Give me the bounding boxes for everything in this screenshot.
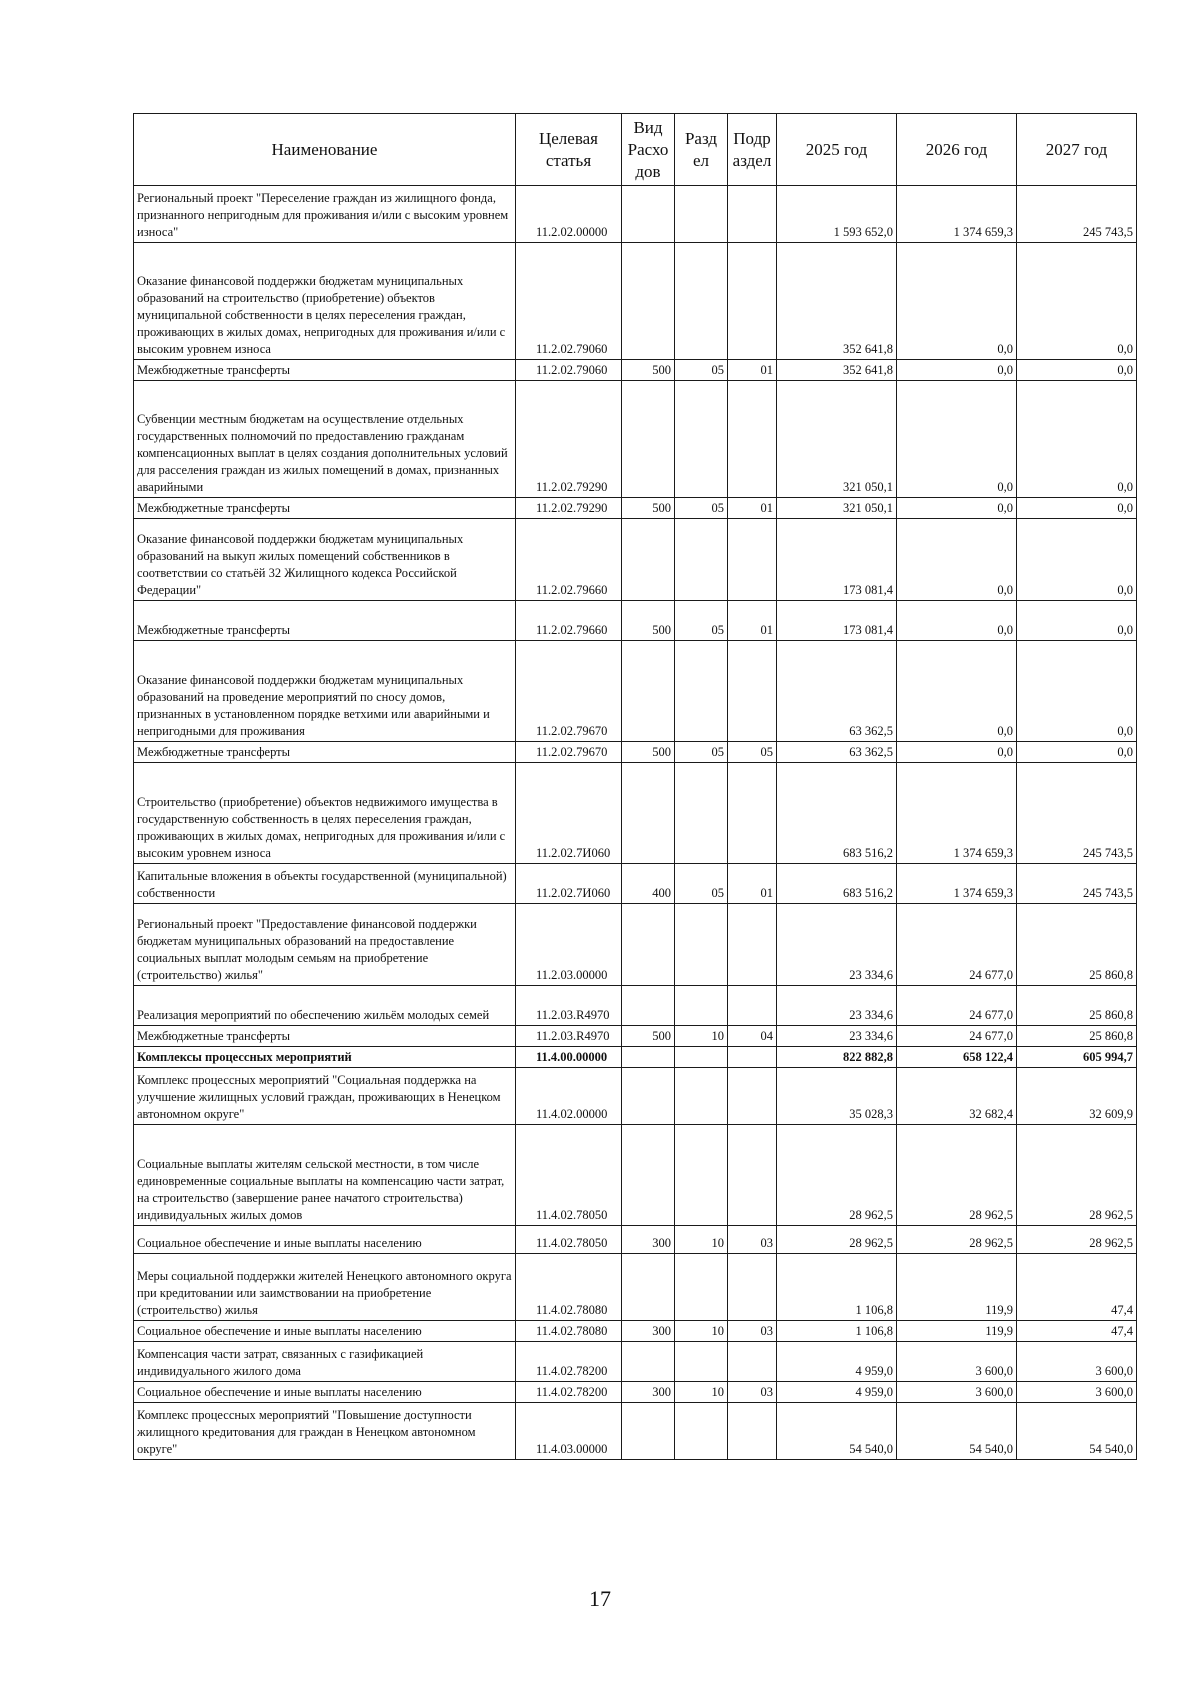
row-target-article: 11.4.02.78050	[516, 1125, 622, 1226]
row-expense-type	[622, 381, 675, 498]
header-year-2026: 2026 год	[897, 114, 1017, 186]
row-amount-2027: 0,0	[1017, 360, 1137, 381]
row-section: 10	[675, 1026, 728, 1047]
row-amount-2025: 352 641,8	[777, 243, 897, 360]
row-amount-2026: 54 540,0	[897, 1403, 1017, 1460]
row-amount-2025: 63 362,5	[777, 742, 897, 763]
row-amount-2027: 0,0	[1017, 498, 1137, 519]
row-amount-2026: 119,9	[897, 1254, 1017, 1321]
row-expense-type	[622, 1342, 675, 1382]
row-expense-type	[622, 1047, 675, 1068]
row-amount-2025: 54 540,0	[777, 1403, 897, 1460]
row-subsection	[728, 243, 777, 360]
row-amount-2026: 0,0	[897, 601, 1017, 641]
row-amount-2025: 1 106,8	[777, 1254, 897, 1321]
row-amount-2025: 321 050,1	[777, 498, 897, 519]
row-section	[675, 186, 728, 243]
row-subsection: 01	[728, 864, 777, 904]
table-row	[134, 1403, 1137, 1460]
row-amount-2025: 23 334,6	[777, 1026, 897, 1047]
row-target-article: 11.4.02.78050	[516, 1226, 622, 1254]
row-amount-2027: 25 860,8	[1017, 904, 1137, 986]
row-target-article: 11.2.02.79670	[516, 742, 622, 763]
row-amount-2026: 28 962,5	[897, 1226, 1017, 1254]
table-row	[134, 986, 1137, 1026]
row-expense-type	[622, 186, 675, 243]
row-subsection: 01	[728, 360, 777, 381]
row-name: Оказание финансовой поддержки бюджетам муниципальных образований на проведение мероприятий по сносу домов, признанных в установленном порядке ветхими или аварийными и непригодными для проживания	[134, 641, 516, 742]
row-subsection: 03	[728, 1226, 777, 1254]
row-name: Социальное обеспечение и иные выплаты населению	[134, 1226, 516, 1254]
row-amount-2026: 1 374 659,3	[897, 186, 1017, 243]
row-name: Меры социальной поддержки жителей Ненецкого автономного округа при кредитовании или заимствовании на приобретение (строительство) жилья	[134, 1254, 516, 1321]
row-subsection	[728, 1047, 777, 1068]
row-amount-2025: 35 028,3	[777, 1068, 897, 1125]
row-amount-2027: 0,0	[1017, 601, 1137, 641]
budget-table	[133, 113, 1137, 1460]
row-amount-2027: 3 600,0	[1017, 1382, 1137, 1403]
row-subsection	[728, 1342, 777, 1382]
header-year-2025: 2025 год	[777, 114, 897, 186]
row-amount-2026: 0,0	[897, 641, 1017, 742]
row-amount-2025: 822 882,8	[777, 1047, 897, 1068]
table-row	[134, 1068, 1137, 1125]
row-amount-2026: 1 374 659,3	[897, 763, 1017, 864]
row-amount-2025: 1 106,8	[777, 1321, 897, 1342]
row-amount-2027: 0,0	[1017, 742, 1137, 763]
row-section	[675, 763, 728, 864]
row-section	[675, 243, 728, 360]
row-subsection	[728, 1068, 777, 1125]
table-row	[134, 641, 1137, 742]
row-amount-2025: 28 962,5	[777, 1226, 897, 1254]
row-expense-type: 500	[622, 498, 675, 519]
row-section	[675, 1125, 728, 1226]
header-year-2027: 2027 год	[1017, 114, 1137, 186]
row-target-article: 11.2.02.79670	[516, 641, 622, 742]
row-name: Оказание финансовой поддержки бюджетам муниципальных образований на строительство (приобретение) объектов муниципальной собственности в целях переселения граждан, проживающих в жилых домах, непригодных для проживания и/или с высоким уровнем износа	[134, 243, 516, 360]
row-amount-2027: 54 540,0	[1017, 1403, 1137, 1460]
table-row	[134, 1226, 1137, 1254]
row-subsection	[728, 381, 777, 498]
row-subsection	[728, 641, 777, 742]
row-amount-2025: 28 962,5	[777, 1125, 897, 1226]
row-target-article: 11.2.02.7И060	[516, 763, 622, 864]
row-target-article: 11.2.02.79060	[516, 360, 622, 381]
row-name: Региональный проект "Переселение граждан из жилищного фонда, признанного непригодным для проживания и/или с высоким уровнем износа"	[134, 186, 516, 243]
row-expense-type	[622, 1254, 675, 1321]
row-section	[675, 1403, 728, 1460]
row-expense-type	[622, 986, 675, 1026]
row-target-article: 11.4.02.78200	[516, 1382, 622, 1403]
row-target-article: 11.2.02.79290	[516, 381, 622, 498]
row-amount-2025: 1 593 652,0	[777, 186, 897, 243]
row-amount-2026: 24 677,0	[897, 904, 1017, 986]
row-name: Комплексы процессных мероприятий	[134, 1047, 516, 1068]
row-name: Комплекс процессных мероприятий "Социальная поддержка на улучшение жилищных условий граждан, проживающих в Ненецком автономном округе"	[134, 1068, 516, 1125]
row-amount-2026: 0,0	[897, 742, 1017, 763]
row-amount-2025: 4 959,0	[777, 1342, 897, 1382]
row-expense-type	[622, 519, 675, 601]
row-section	[675, 1342, 728, 1382]
row-amount-2026: 658 122,4	[897, 1047, 1017, 1068]
row-amount-2027: 0,0	[1017, 381, 1137, 498]
row-amount-2027: 245 743,5	[1017, 864, 1137, 904]
row-amount-2025: 352 641,8	[777, 360, 897, 381]
row-expense-type: 500	[622, 360, 675, 381]
row-target-article: 11.4.02.00000	[516, 1068, 622, 1125]
row-subsection	[728, 1403, 777, 1460]
row-amount-2026: 1 374 659,3	[897, 864, 1017, 904]
row-name: Социальные выплаты жителям сельской местности, в том числе единовременные социальные выплаты на компенсацию части затрат, на строительство (завершение ранее начатого строительства) индивидуальных жилых домов	[134, 1125, 516, 1226]
row-amount-2027: 0,0	[1017, 243, 1137, 360]
row-target-article: 11.2.02.79290	[516, 498, 622, 519]
row-name: Социальное обеспечение и иные выплаты населению	[134, 1321, 516, 1342]
row-target-article: 11.4.00.00000	[516, 1047, 622, 1068]
row-amount-2027: 32 609,9	[1017, 1068, 1137, 1125]
row-target-article: 11.4.03.00000	[516, 1403, 622, 1460]
table-row	[134, 1382, 1137, 1403]
row-amount-2026: 0,0	[897, 360, 1017, 381]
row-section	[675, 1254, 728, 1321]
table-row	[134, 1321, 1137, 1342]
row-amount-2025: 173 081,4	[777, 519, 897, 601]
row-name: Строительство (приобретение) объектов недвижимого имущества в государственную собственность в целях переселения граждан, проживающих в жилых домах, непригодных для проживания и/или с высоким уровнем износа	[134, 763, 516, 864]
row-expense-type: 500	[622, 1026, 675, 1047]
row-amount-2025: 4 959,0	[777, 1382, 897, 1403]
row-amount-2025: 173 081,4	[777, 601, 897, 641]
row-amount-2026: 24 677,0	[897, 986, 1017, 1026]
row-amount-2027: 28 962,5	[1017, 1226, 1137, 1254]
row-target-article: 11.2.02.7И060	[516, 864, 622, 904]
row-amount-2027: 245 743,5	[1017, 186, 1137, 243]
row-amount-2025: 683 516,2	[777, 864, 897, 904]
table-row	[134, 763, 1137, 864]
table-row	[134, 186, 1137, 243]
row-name: Оказание финансовой поддержки бюджетам муниципальных образований на выкуп жилых помещений собственников в соответствии со статьёй 32 Жилищного кодекса Российской Федерации"	[134, 519, 516, 601]
row-target-article: 11.2.02.79060	[516, 243, 622, 360]
row-target-article: 11.2.03.R4970	[516, 986, 622, 1026]
row-name: Комплекс процессных мероприятий "Повышение доступности жилищного кредитования для граждан в Ненецком автономном округе"	[134, 1403, 516, 1460]
row-name: Субвенции местным бюджетам на осуществление отдельных государственных полномочий по предоставлению гражданам компенсационных выплат в целях создания дополнительных условий для расселения граждан из жилых помещений в домах, признанных аварийными	[134, 381, 516, 498]
row-amount-2025: 23 334,6	[777, 986, 897, 1026]
row-expense-type	[622, 763, 675, 864]
row-name: Компенсация части затрат, связанных с газификацией индивидуального жилого дома	[134, 1342, 516, 1382]
row-section	[675, 641, 728, 742]
row-section: 05	[675, 498, 728, 519]
row-amount-2026: 24 677,0	[897, 1026, 1017, 1047]
row-section	[675, 381, 728, 498]
header-section: Разд ел	[675, 114, 728, 186]
row-section: 05	[675, 601, 728, 641]
row-subsection: 03	[728, 1321, 777, 1342]
row-amount-2025: 683 516,2	[777, 763, 897, 864]
row-expense-type	[622, 1125, 675, 1226]
row-amount-2027: 47,4	[1017, 1254, 1137, 1321]
row-expense-type	[622, 904, 675, 986]
table-row	[134, 601, 1137, 641]
row-amount-2027: 25 860,8	[1017, 1026, 1137, 1047]
table-row	[134, 1125, 1137, 1226]
row-target-article: 11.2.03.R4970	[516, 1026, 622, 1047]
row-target-article: 11.2.02.00000	[516, 186, 622, 243]
row-amount-2026: 28 962,5	[897, 1125, 1017, 1226]
row-expense-type: 300	[622, 1226, 675, 1254]
table-body	[134, 186, 1137, 1460]
row-amount-2026: 0,0	[897, 498, 1017, 519]
row-expense-type: 500	[622, 601, 675, 641]
row-amount-2026: 3 600,0	[897, 1342, 1017, 1382]
row-name: Межбюджетные трансферты	[134, 1026, 516, 1047]
row-section	[675, 904, 728, 986]
row-subsection: 03	[728, 1382, 777, 1403]
table-row	[134, 742, 1137, 763]
row-name: Межбюджетные трансферты	[134, 742, 516, 763]
row-subsection	[728, 519, 777, 601]
row-amount-2026: 0,0	[897, 381, 1017, 498]
row-section: 05	[675, 360, 728, 381]
row-amount-2027: 245 743,5	[1017, 763, 1137, 864]
row-section: 10	[675, 1382, 728, 1403]
row-target-article: 11.2.03.00000	[516, 904, 622, 986]
row-amount-2027: 47,4	[1017, 1321, 1137, 1342]
row-name: Капитальные вложения в объекты государственной (муниципальной) собственности	[134, 864, 516, 904]
row-name: Межбюджетные трансферты	[134, 360, 516, 381]
row-subsection	[728, 1125, 777, 1226]
table-row	[134, 498, 1137, 519]
header-target-article: Целевая статья	[516, 114, 622, 186]
row-section	[675, 519, 728, 601]
row-amount-2026: 119,9	[897, 1321, 1017, 1342]
table-row	[134, 1047, 1137, 1068]
row-section: 05	[675, 864, 728, 904]
row-target-article: 11.2.02.79660	[516, 601, 622, 641]
row-expense-type: 300	[622, 1321, 675, 1342]
row-amount-2026: 3 600,0	[897, 1382, 1017, 1403]
row-amount-2026: 0,0	[897, 519, 1017, 601]
row-target-article: 11.4.02.78080	[516, 1254, 622, 1321]
row-target-article: 11.4.02.78080	[516, 1321, 622, 1342]
row-expense-type: 400	[622, 864, 675, 904]
table-row	[134, 904, 1137, 986]
table-row	[134, 381, 1137, 498]
header-expense-type: Вид Расхо дов	[622, 114, 675, 186]
header-name: Наименование	[134, 114, 516, 186]
row-subsection	[728, 1254, 777, 1321]
row-amount-2027: 28 962,5	[1017, 1125, 1137, 1226]
row-amount-2026: 32 682,4	[897, 1068, 1017, 1125]
row-target-article: 11.2.02.79660	[516, 519, 622, 601]
row-section	[675, 1068, 728, 1125]
row-expense-type	[622, 641, 675, 742]
row-name: Социальное обеспечение и иные выплаты населению	[134, 1382, 516, 1403]
row-target-article: 11.4.02.78200	[516, 1342, 622, 1382]
row-expense-type: 500	[622, 742, 675, 763]
row-section	[675, 1047, 728, 1068]
row-expense-type	[622, 243, 675, 360]
row-subsection: 01	[728, 601, 777, 641]
row-subsection	[728, 186, 777, 243]
row-expense-type: 300	[622, 1382, 675, 1403]
row-expense-type	[622, 1068, 675, 1125]
row-amount-2027: 0,0	[1017, 641, 1137, 742]
row-subsection: 05	[728, 742, 777, 763]
row-amount-2026: 0,0	[897, 243, 1017, 360]
row-subsection	[728, 763, 777, 864]
table-row	[134, 1254, 1137, 1321]
row-subsection	[728, 986, 777, 1026]
row-section: 05	[675, 742, 728, 763]
row-name: Реализация мероприятий по обеспечению жильём молодых семей	[134, 986, 516, 1026]
row-amount-2025: 23 334,6	[777, 904, 897, 986]
row-amount-2027: 25 860,8	[1017, 986, 1137, 1026]
table-row	[134, 243, 1137, 360]
row-name: Региональный проект "Предоставление финансовой поддержки бюджетам муниципальных образований на предоставление социальных выплат молодым семьям на приобретение (строительство) жилья"	[134, 904, 516, 986]
row-section: 10	[675, 1321, 728, 1342]
table-row	[134, 1026, 1137, 1047]
row-amount-2027: 3 600,0	[1017, 1342, 1137, 1382]
row-subsection	[728, 904, 777, 986]
row-name: Межбюджетные трансферты	[134, 498, 516, 519]
row-amount-2025: 321 050,1	[777, 381, 897, 498]
row-subsection: 04	[728, 1026, 777, 1047]
table-row	[134, 864, 1137, 904]
table-row	[134, 1342, 1137, 1382]
table-row	[134, 360, 1137, 381]
header-subsection: Подр аздел	[728, 114, 777, 186]
row-amount-2027: 0,0	[1017, 519, 1137, 601]
row-amount-2025: 63 362,5	[777, 641, 897, 742]
row-expense-type	[622, 1403, 675, 1460]
row-name: Межбюджетные трансферты	[134, 601, 516, 641]
row-section: 10	[675, 1226, 728, 1254]
table-row	[134, 519, 1137, 601]
header-row	[134, 114, 1137, 186]
row-amount-2027: 605 994,7	[1017, 1047, 1137, 1068]
page-number: 17	[589, 1586, 611, 1611]
row-subsection: 01	[728, 498, 777, 519]
row-section	[675, 986, 728, 1026]
